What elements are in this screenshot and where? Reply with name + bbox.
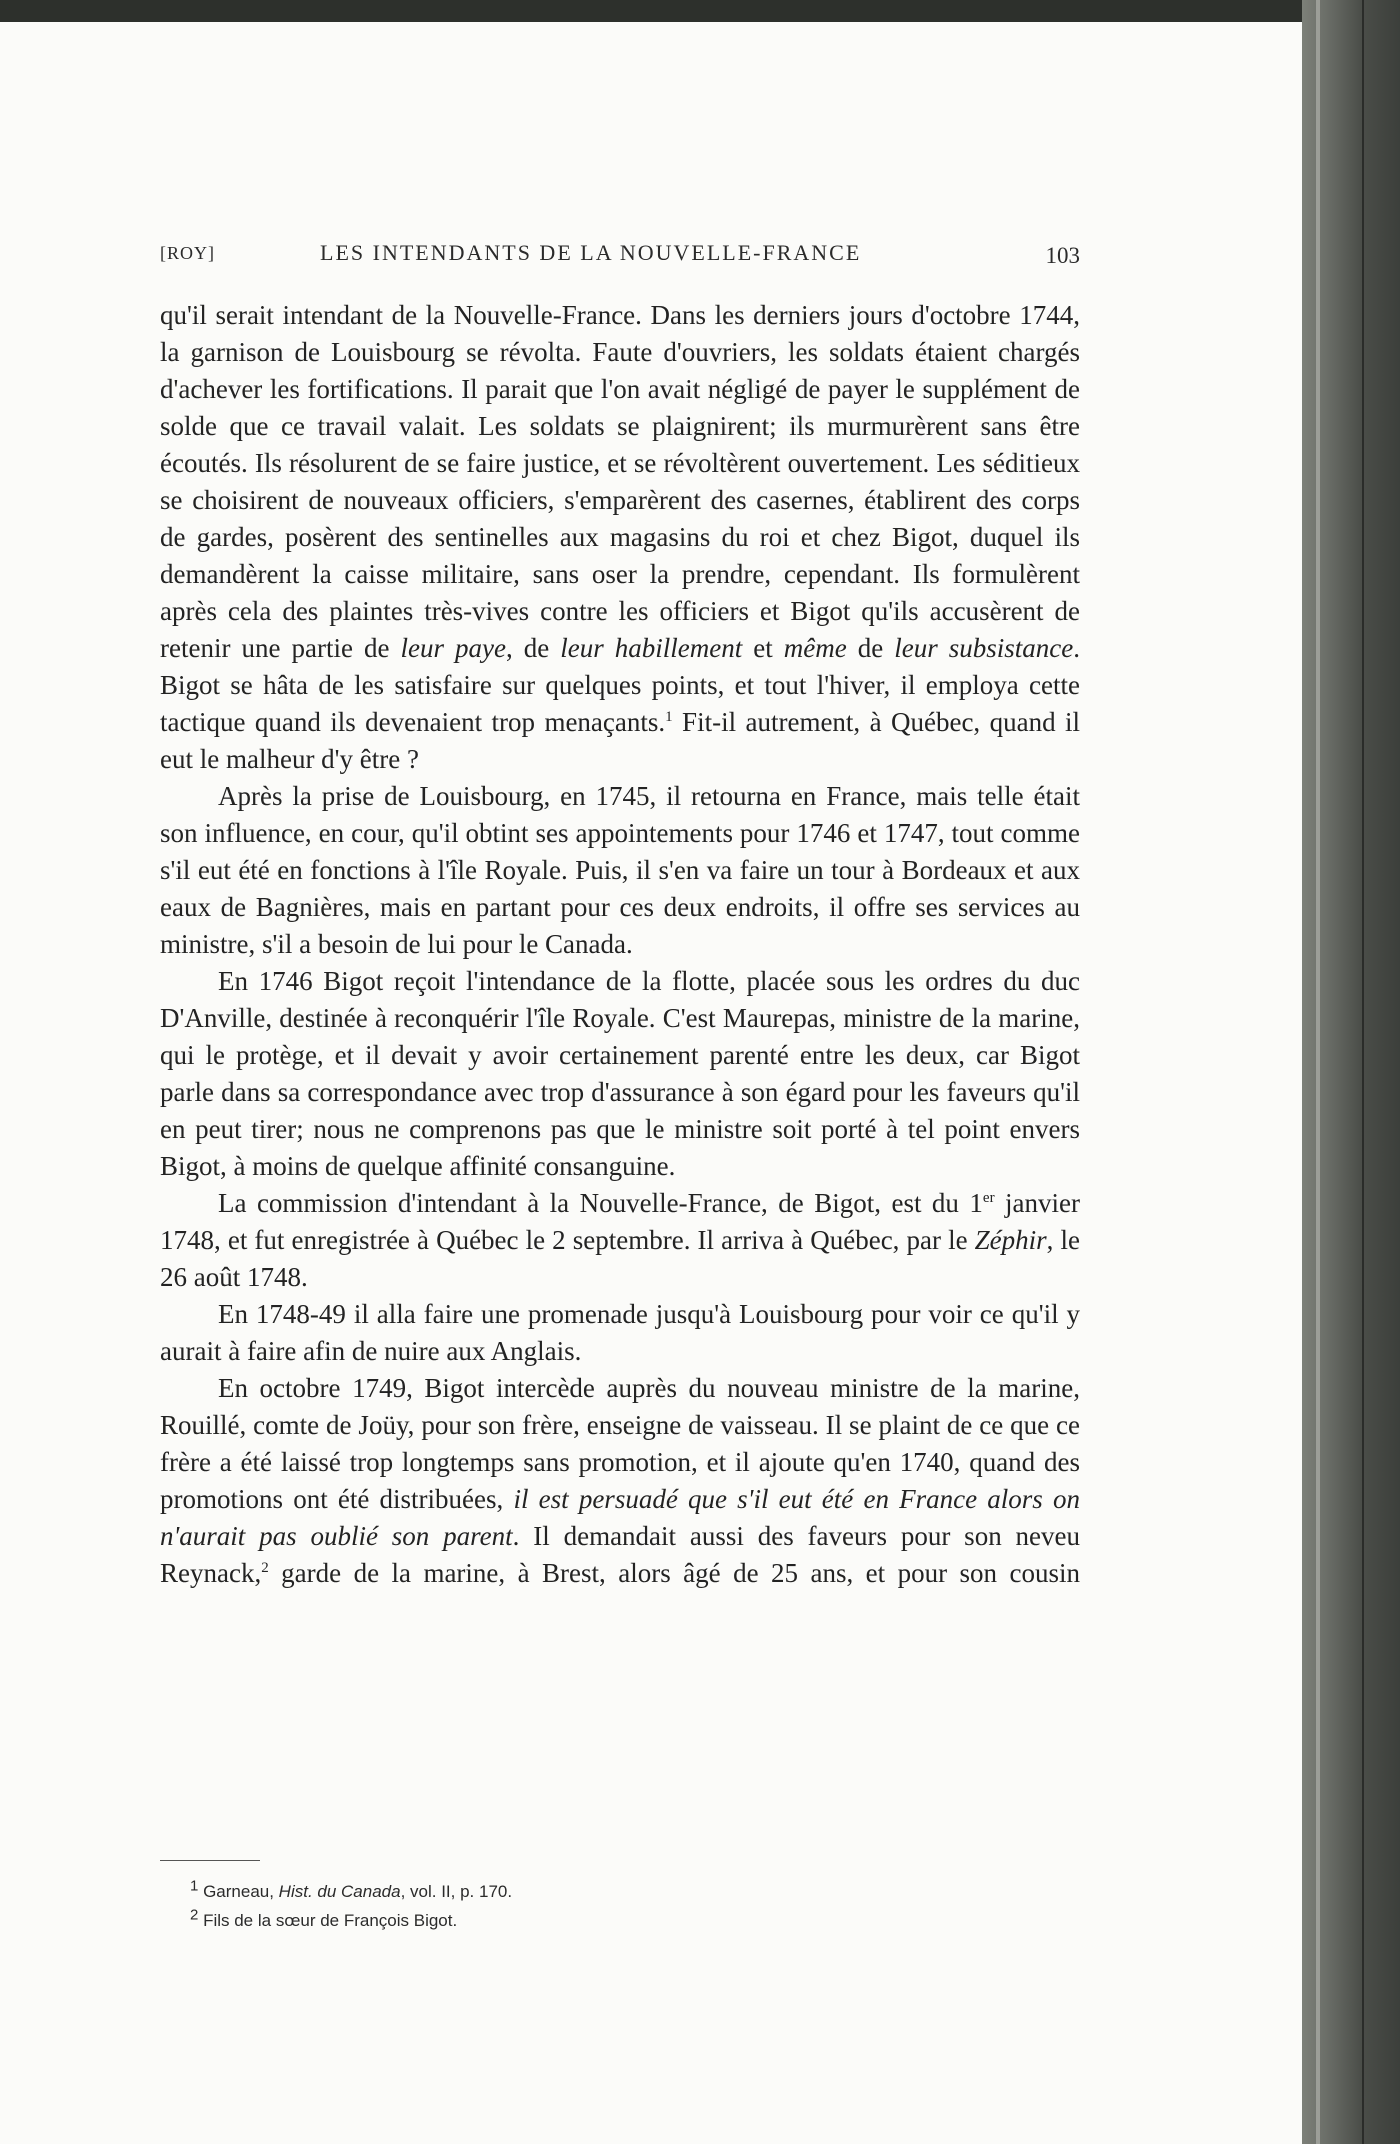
footnote-1: $^1$ Garneau, Hist. du Canada, vol. II, p. 170. bbox=[190, 1877, 513, 1901]
paragraph-6: En octobre 1749, Bigot intercède auprès du nouveau ministre de la marine, Rouillé, comte de Joüy, pour son frère, enseigne de vaisseau. Il se plaint de ce que ce frère a été laissé trop longtemps sans promotion, et il ajoute qu'en 1740, quand des promotions ont été distribuées, il est persuadé que s'il eut été en France alors on n'aurait pas oublié son parent. Il demandait aussi des faveurs pour son neveu Reynack,$^2$ garde de la marine, à Brest, alors âgé de 25 ans, et pour son cousin bbox=[160, 1373, 1080, 1588]
paragraph-2: Après la prise de Louisbourg, en 1745, il retourna en France, mais telle était son influence, en cour, qu'il obtint ses appointements pour 1746 et 1747, tout comme s'il eut été en fonctions à l'île Royale. Puis, il s'en va faire un tour à Bordeaux et aux eaux de Bagnières, mais en partant pour ces deux endroits, il offre ses services au ministre, s'il a besoin de lui pour le Canada. bbox=[160, 781, 1080, 959]
page-number: 103 bbox=[1045, 243, 1080, 268]
footnote-2: $^2$ Fils de la sœur de François Bigot. bbox=[190, 1906, 458, 1930]
running-title: LES INTENDANTS DE LA NOUVELLE-FRANCE bbox=[320, 240, 862, 265]
book-page bbox=[0, 22, 1302, 2144]
footnotes bbox=[190, 1877, 1050, 1935]
running-head bbox=[160, 227, 1080, 267]
author-tag: [ROY] bbox=[160, 243, 215, 263]
paragraph-4: La commission d'intendant à la Nouvelle-France, de Bigot, est du 1er janvier 1748, et fut enregistrée à Québec le 2 septembre. Il arriva à Québec, par le Zéphir, le 26 août 1748. bbox=[160, 1188, 1080, 1292]
footnote-rule bbox=[160, 1860, 260, 1861]
paragraph-5: En 1748-49 il alla faire une promenade jusqu'à Louisbourg pour voir ce qu'il y aurait à faire afin de nuire aux Anglais. bbox=[160, 1299, 1080, 1366]
paragraph-3: En 1746 Bigot reçoit l'intendance de la flotte, placée sous les ordres du duc D'Anville, destinée à reconquérir l'île Royale. C'est Maurepas, ministre de la marine, qui le protège, et il devait y avoir certainement parenté entre les deux, car Bigot parle dans sa correspondance avec trop d'assurance à son égard pour les faveurs qu'il en peut tirer; nous ne comprenons pas que le ministre soit porté à tel point envers Bigot, à moins de quelque affinité consanguine. bbox=[160, 966, 1080, 1181]
body-text bbox=[160, 297, 1080, 1629]
paragraph-1: qu'il serait intendant de la Nouvelle-France. Dans les derniers jours d'octobre 1744, la garnison de Louisbourg se révolta. Faute d'ouvriers, les soldats étaient chargés d'achever les fortifications. Il parait que l'on avait négligé de payer le supplément de solde que ce travail valait. Les soldats se plaignirent; ils murmurèrent sans être écoutés. Ils résolurent de se faire justice, et se révoltèrent ouvertement. Les séditieux se choisirent de nouveaux officiers, s'emparèrent des casernes, établirent des corps de gardes, posèrent des sentinelles aux magasins du roi et chez Bigot, duquel ils demandèrent la caisse militaire, sans oser la prendre, cependant. Ils formulèrent après cela des plaintes très-vives contre les officiers et Bigot qu'ils accusèrent de retenir une partie de leur paye, de leur habillement et même de leur subsistance. Bigot se hâta de les satisfaire sur quelques points, et tout l'hiver, il employa cette tactique quand ils devenaient trop menaçants.$^1$ Fit-il autrement, à Québec, quand il eut le malheur d'y être ? bbox=[160, 300, 1081, 774]
book-page-edges bbox=[1302, 0, 1400, 2144]
